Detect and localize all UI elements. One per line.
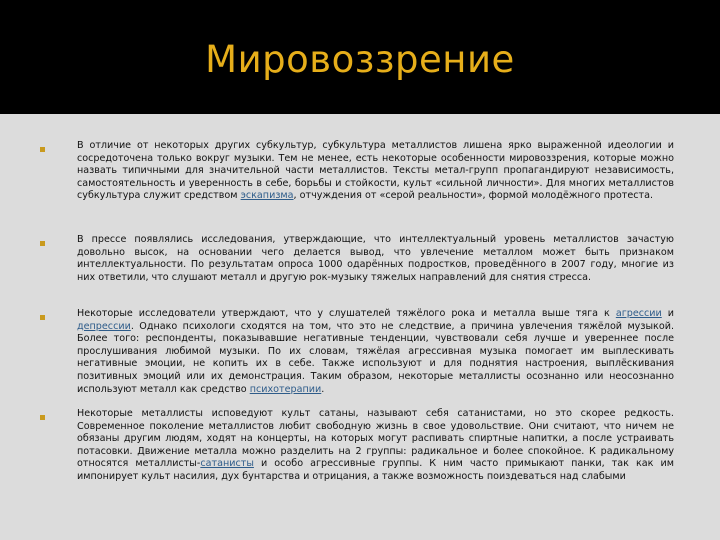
paragraph-satanism [77, 408, 674, 484]
link-psychotherapy[interactable]: психотерапии [249, 383, 322, 395]
paragraph-text: Некоторые металлисты исповедуют культ сатаны, называют себя сатанистами, но это скорее редкость. Современное поколение металлистов любит свободную жизнь в свое удовольствие. Они считают, что ничем не обязаны другим людям, ходят на концерты, на которых могут распивать спиртные напитки, а после устраивать потасовки. Движение металла можно разделить на 2 группы: радикальное и более спокойное. К радикальному относятся металлисты- [77, 408, 674, 470]
square-bullet-icon [40, 415, 45, 420]
paragraph-text: Некоторые исследователи утверждают, что у слушателей тяжёлого рока и металла выше тяга к [77, 308, 616, 319]
slide-title: Мировоззрение [205, 38, 515, 81]
paragraph-text: . [321, 383, 325, 395]
paragraph-text: и [661, 308, 674, 319]
paragraph-text: и особо агрессивные группы. К ним часто примыкают панки, так как им импонирует культ насилия, дух бунтарства и отрицания, а также возможность поиздеваться над слабыми [77, 458, 674, 482]
paragraph-text: , отчуждения от «серой реальности», формой молодёжного протеста. [293, 190, 654, 202]
link-depression[interactable]: депрессии [77, 320, 131, 332]
link-escapism[interactable]: эскапизма [240, 190, 294, 202]
paragraph-text: . Однако психологи сходятся на том, что это не следствие, а причина увлечения тяжёлой музыкой. Более того: респонденты, показывавшие негативные тенденции, чувствовали себя лучше и увереннее после прослушивания любимой музыки. По их словам, тяжёлая агрессивная музыка помогает им выплескивать негативные эмоции, не копить их в себе. Также используют и для поднятия настроения, выплёскивания позитивных эмоций или их демонстрация. Таким образом, некоторые металлисты осознанно или неосознанно используют металл как средство [77, 320, 674, 395]
title-bar [0, 0, 720, 114]
paragraph-text: В отличие от некоторых других субкультур, субкультура металлистов лишена ярко выраженной идеологии и сосредоточена только вокруг музыки. Тем не менее, есть некоторые особенности мировоззрения, которые можно назвать типичными для значительной части металлистов. Тексты метал-групп пропагандируют независимость, самостоятельность и уверенность в себе, борьбы и стойкости, культ «сильной личности». Для многих металлистов субкультура служит средством [77, 140, 674, 202]
square-bullet-icon [40, 241, 45, 246]
paragraph-worldview [77, 140, 674, 203]
square-bullet-icon [40, 315, 45, 320]
link-aggression[interactable]: агрессии [615, 308, 662, 319]
paragraph-text: В прессе появлялись исследования, утверждающие, что интеллектуальный уровень металлистов зачастую довольно высок, на основании чего делается вывод, что увлечение металлом может быть признаком интеллектуальности. По результатам опроса 1000 одарённых подростков, проведённого в 2007 году, многие из них ответили, что слушают металл и другую рок-музыку тяжелых направлений для снятия стресса. [77, 234, 674, 283]
paragraph-aggression [77, 308, 674, 396]
paragraph-intelligence [77, 234, 674, 284]
link-satanists[interactable]: сатанисты [200, 458, 254, 470]
square-bullet-icon [40, 147, 45, 152]
